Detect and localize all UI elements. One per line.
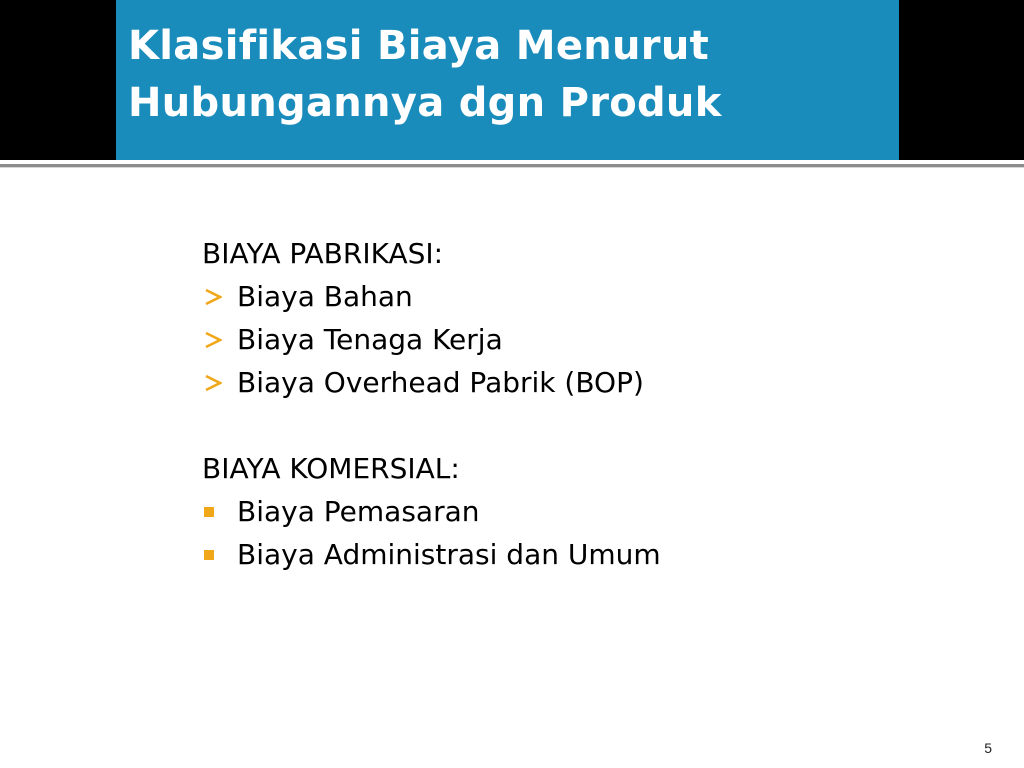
section-spacer xyxy=(202,404,902,447)
square-bullet-icon xyxy=(204,533,214,576)
list-item xyxy=(202,361,902,404)
section-heading-komersial: BIAYA KOMERSIAL: xyxy=(202,452,460,485)
slide-content xyxy=(202,232,902,576)
list-item xyxy=(202,318,902,361)
list-item-label: Biaya Pemasaran xyxy=(237,495,480,528)
list-item-label: Biaya Administrasi dan Umum xyxy=(237,538,661,571)
section-heading-pabrikasi: BIAYA PABRIKASI: xyxy=(202,237,444,270)
list-item xyxy=(202,533,902,576)
list-item-label: Biaya Tenaga Kerja xyxy=(237,323,503,356)
page-number: 5 xyxy=(984,740,992,756)
list-item xyxy=(202,490,902,533)
slide-title: Klasifikasi Biaya Menurut Hubungannya dgn Produk xyxy=(128,23,722,126)
title-box xyxy=(116,0,899,160)
list-item-label: Biaya Overhead Pabrik (BOP) xyxy=(237,366,644,399)
arrow-bullet-icon xyxy=(204,275,222,318)
header-divider-highlight xyxy=(0,167,1024,168)
square-bullet-icon xyxy=(204,490,214,533)
arrow-bullet-icon xyxy=(204,318,222,361)
list-item-label: Biaya Bahan xyxy=(237,280,413,313)
list-item xyxy=(202,275,902,318)
arrow-bullet-icon xyxy=(204,361,222,404)
